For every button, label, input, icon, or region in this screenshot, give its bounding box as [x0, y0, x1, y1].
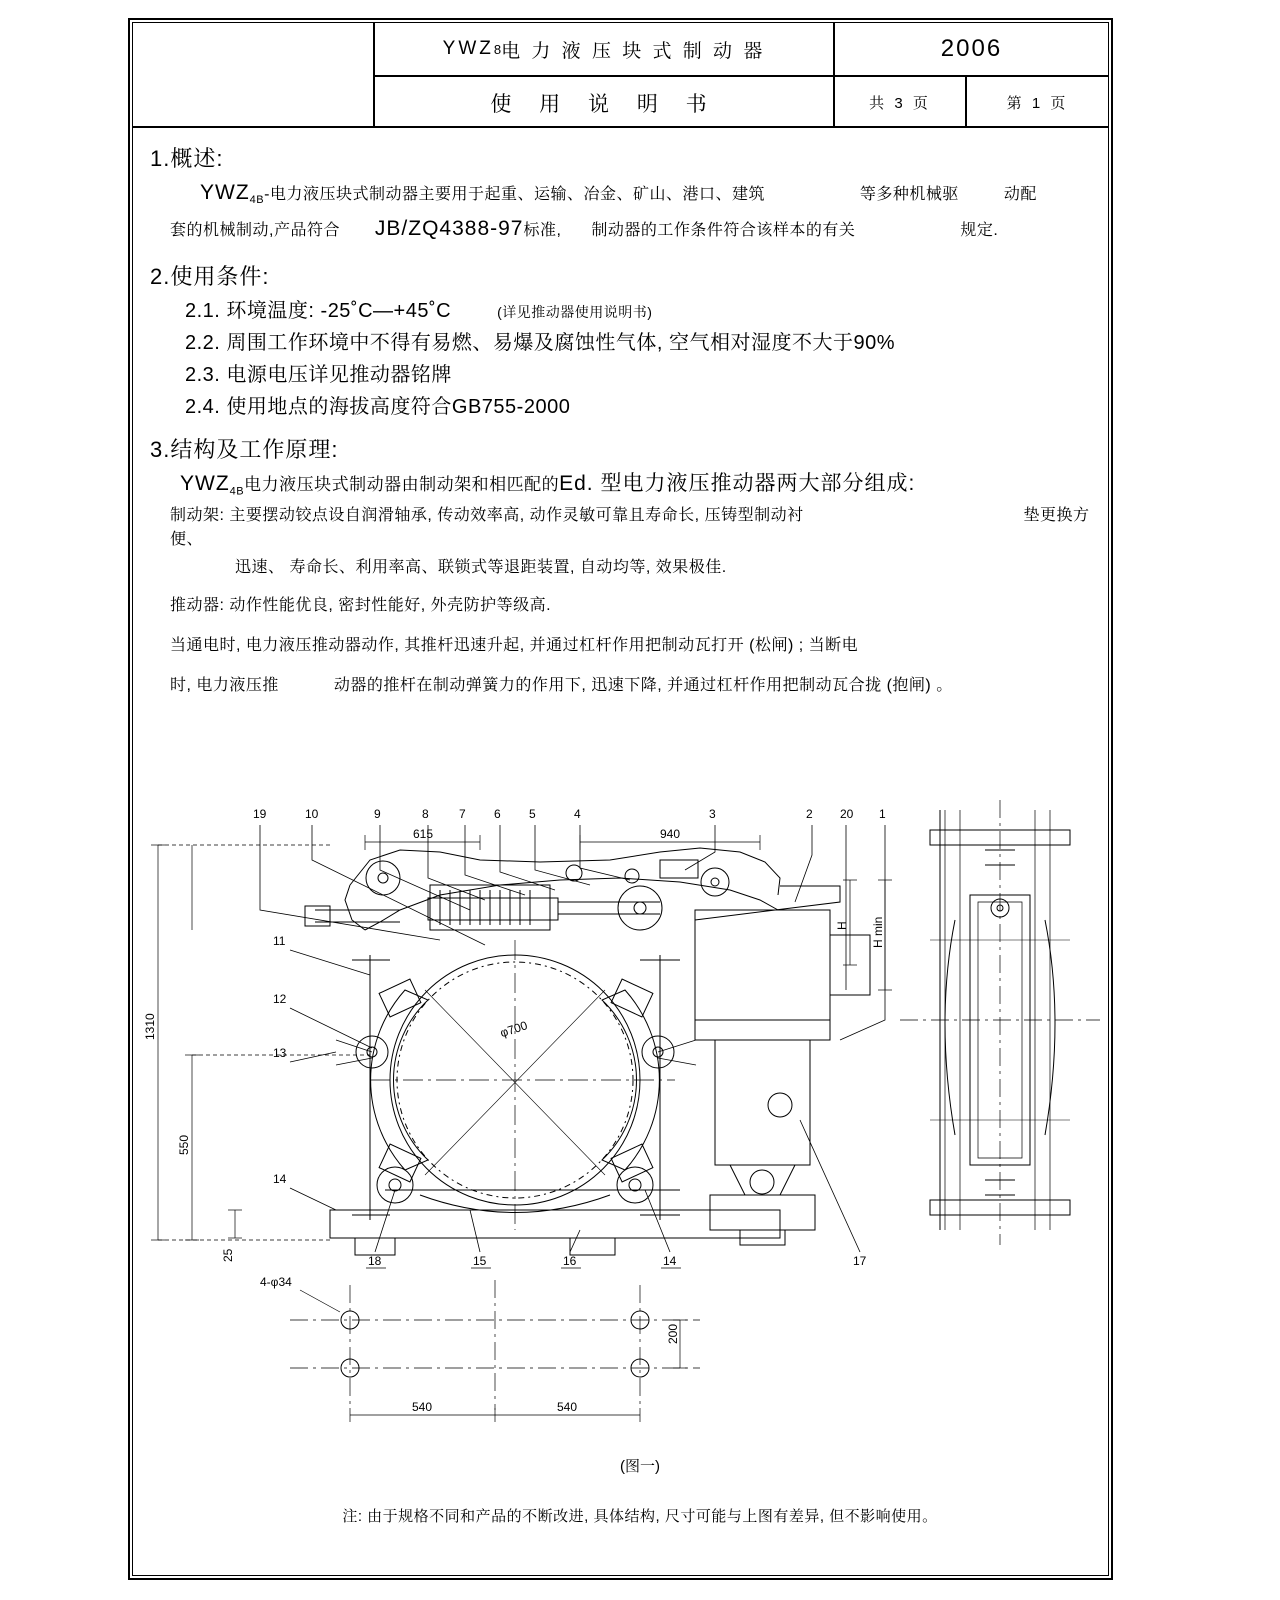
dim-4phi34-label: 4-φ34 — [260, 1275, 292, 1289]
dim-540-right-label: 540 — [556, 1400, 578, 1414]
section-3-paragraph-4: 推动器: 动作性能优良, 密封性能好, 外壳防护等级高. — [170, 597, 552, 615]
hole-pattern-view — [290, 1280, 700, 1422]
brake-wheel — [336, 940, 696, 1230]
callout-3: 3 — [709, 807, 716, 821]
total-pages: 共 3 页 — [869, 95, 931, 112]
product-title-subscript: 8 — [493, 41, 502, 57]
s1-p1-text3: 动配 — [1003, 186, 1037, 203]
s2-1-note: (详见推动器使用说明书) — [497, 304, 653, 321]
s3-p2-text2: 垫更换方便、 — [170, 507, 1090, 549]
callout-6: 6 — [494, 807, 501, 821]
dim-550-label: 550 — [177, 1134, 191, 1155]
callout-5: 5 — [529, 807, 536, 821]
brake-assembly-outline — [305, 848, 780, 930]
s3-p2-text: 制动架: 主要摆动铰点设自润滑轴承, 传动效率高, 动作灵敏可靠且寿命长, 压铸型制动衬 — [170, 507, 804, 525]
product-title — [375, 23, 833, 75]
document-body — [140, 132, 1105, 700]
callout-11: 11 — [273, 934, 286, 948]
dim-940-label: 940 — [659, 827, 681, 841]
section-1-paragraph-1 — [170, 177, 1105, 209]
s1-p1-model: YWZ — [200, 181, 250, 204]
callout-1: 1 — [879, 807, 886, 821]
callout-10: 10 — [305, 807, 319, 821]
section-3-paragraph-5: 当通电时, 电力液压推动器动作, 其推杆迅速升起, 并通过杠杆作用把制动瓦打开 (松闸) ; 当断电 — [170, 637, 859, 655]
callout-12: 12 — [273, 992, 287, 1006]
callout-14-bottom: 14 — [663, 1254, 677, 1268]
s3-p6-text: 时, 电力液压推 — [170, 677, 279, 695]
document-type: 使 用 说 明 书 — [490, 92, 718, 116]
section-1-heading: 1.概述: — [150, 146, 224, 171]
document-year: 2006 — [940, 35, 1003, 62]
vertical-dimensions — [151, 845, 370, 1240]
hydraulic-pusher — [695, 886, 870, 1245]
callout-leaders-left — [290, 950, 372, 1210]
technical-drawing — [140, 790, 1105, 1490]
dim-phi700-label: φ700 — [498, 1018, 530, 1041]
section-2-item-2: 2.2. 周围工作环境中不得有易燃、易爆及腐蚀性气体, 空气相对湿度不大于90% — [185, 332, 896, 355]
dim-540-left-label: 540 — [411, 1400, 433, 1414]
figure-caption: (图一) — [620, 1458, 660, 1475]
callout-13: 13 — [273, 1046, 287, 1060]
dim-1310-label: 1310 — [143, 1013, 157, 1040]
section-3-paragraph-2 — [170, 504, 1105, 552]
s1-p2-text: 套的机械制动,产品符合 — [170, 221, 340, 239]
base-plate — [330, 1190, 780, 1255]
callout-leaders-top — [260, 825, 885, 1040]
s1-p2-text3: 制动器的工作条件符合该样本的有关 — [591, 221, 856, 239]
section-2-item-3: 2.3. 电源电压详见推动器铭牌 — [185, 364, 452, 387]
side-view — [900, 800, 1100, 1245]
callout-9: 9 — [374, 807, 381, 821]
s2-1-text: 2.1. 环境温度: -25˚C—+45˚C — [185, 300, 452, 323]
dim-H-label: H — [835, 921, 849, 930]
callout-16: 16 — [563, 1254, 577, 1268]
callout-19: 19 — [253, 807, 267, 821]
dim-615-label: 615 — [412, 827, 434, 841]
callout-2: 2 — [806, 807, 813, 821]
s3-p1-model: YWZ — [180, 472, 230, 496]
section-2-heading: 2.使用条件: — [150, 264, 270, 290]
section-2-item-4: 2.4. 使用地点的海拔高度符合GB755-2000 — [185, 396, 571, 419]
section-3-paragraph-1 — [180, 468, 1105, 500]
section-3-paragraph-3: 迅速、 寿命长、利用率高、联锁式等退距装置, 自动均等, 效果极佳. — [235, 559, 727, 577]
s1-p1-text: -电力液压块式制动器主要用于起重、运输、冶金、矿山、港口、建筑 — [264, 186, 765, 203]
dim-200-label: 200 — [666, 1323, 680, 1344]
callout-20: 20 — [840, 807, 854, 821]
callout-17: 17 — [853, 1254, 867, 1268]
product-title-rest: 电 力 液 压 块 式 制 动 器 — [501, 40, 766, 62]
s3-p1-model-sub: 4B — [229, 485, 245, 498]
dim-25-label: 25 — [221, 1248, 235, 1262]
section-1-paragraph-2 — [170, 213, 1105, 245]
section-3-paragraph-6 — [170, 674, 1105, 698]
s1-p2-text4: 规定. — [960, 221, 999, 239]
section-3-heading: 3.结构及工作原理: — [150, 437, 339, 463]
dim-Hmin-label: H min — [871, 916, 885, 948]
s3-p6-text2: 动器的推杆在制动弹簧力的作用下, 迅速下降, 并通过杠杆作用把制动瓦合拢 (抱闸) 。 — [333, 677, 953, 695]
callout-18: 18 — [368, 1254, 382, 1268]
s1-p2-text2: 标准, — [523, 221, 562, 239]
s1-p1-model-sub: 4B — [249, 194, 265, 207]
s3-p1-text2: Ed. 型电力液压推动器两大部分组成: — [559, 472, 916, 496]
section-2-item-1 — [185, 294, 1105, 323]
callout-15: 15 — [473, 1254, 487, 1268]
callout-numbers — [253, 807, 886, 1268]
s1-p1-text2: 等多种机械驱 — [859, 186, 959, 203]
standard-code: JB/ZQ4388-97 — [374, 216, 524, 240]
callout-14-left: 14 — [273, 1172, 287, 1186]
callout-7: 7 — [459, 807, 466, 821]
page-number: 第 1 页 — [1006, 95, 1069, 112]
title-block — [133, 23, 1108, 128]
s3-p1-text: 电力液压块式制动器由制动架和相匹配的 — [244, 475, 560, 495]
callout-4: 4 — [574, 807, 581, 821]
callout-8: 8 — [422, 807, 429, 821]
drawing-footnote: 注: 由于规格不同和产品的不断改进, 具体结构, 尺寸可能与上图有差异, 但不影响使用。 — [342, 1508, 938, 1525]
product-title-prefix: YWZ — [442, 38, 494, 59]
